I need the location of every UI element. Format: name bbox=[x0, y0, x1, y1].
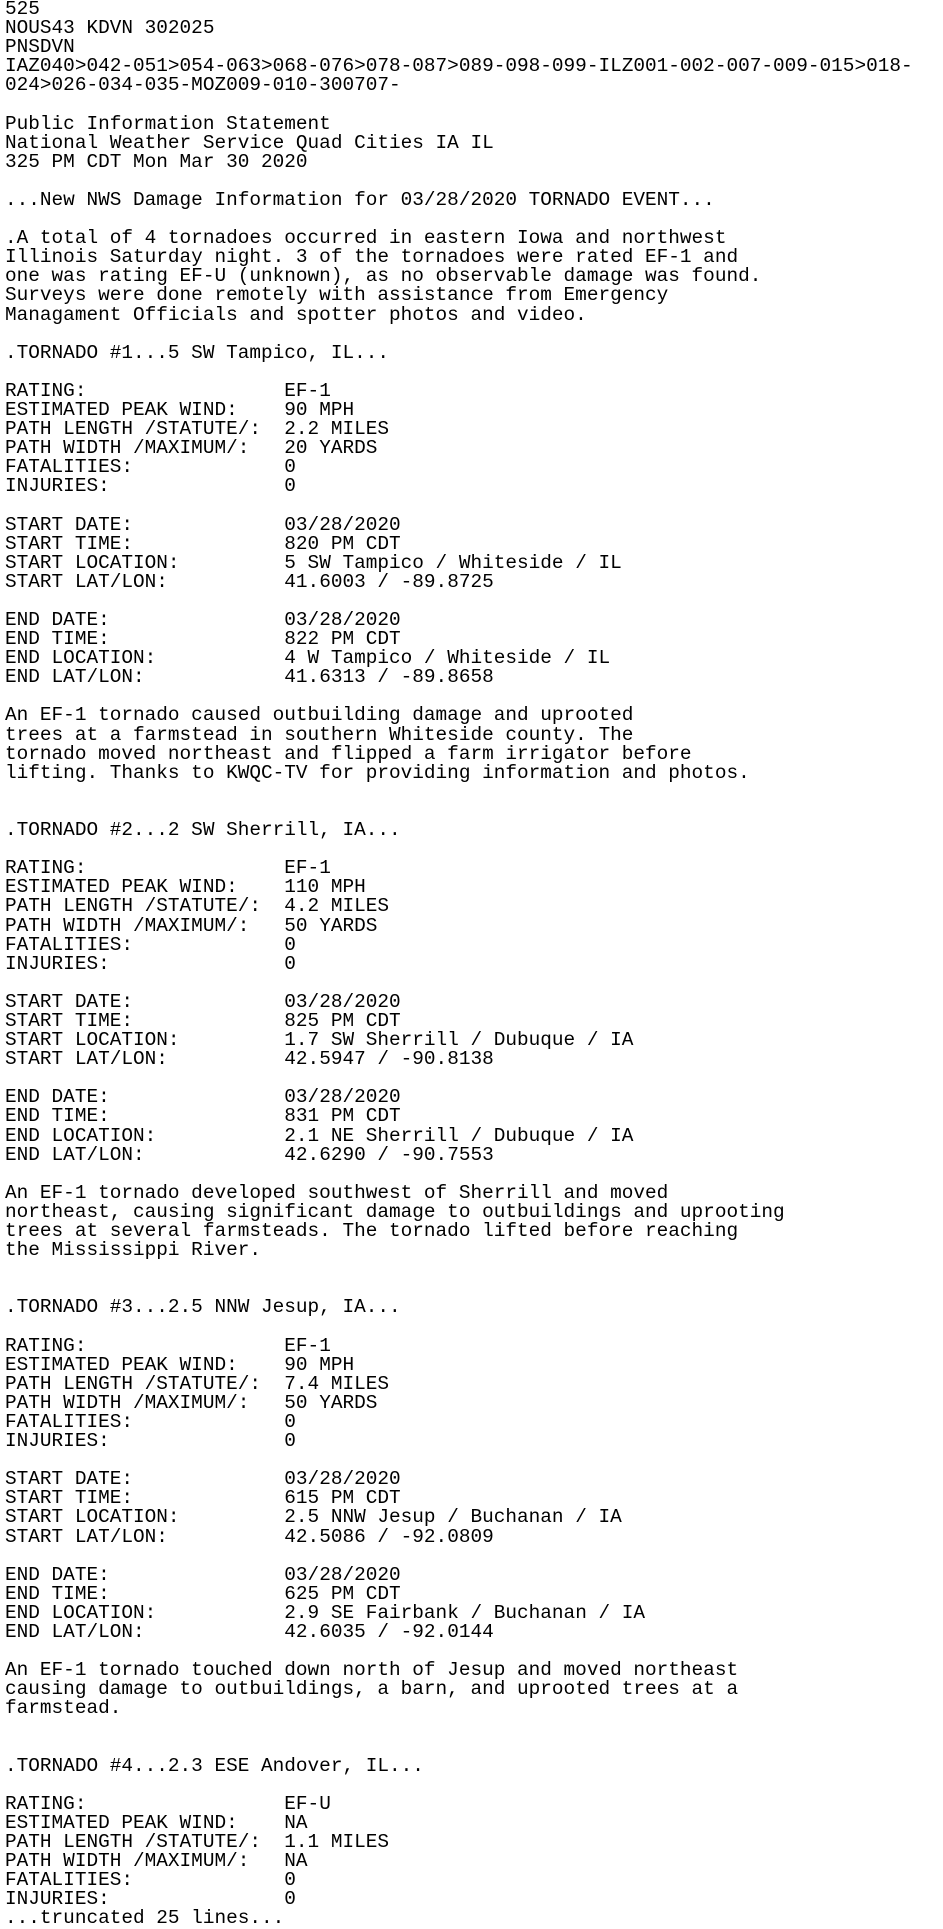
field-label: START TIME: bbox=[5, 1009, 285, 1032]
field-label: RATING: bbox=[5, 1792, 285, 1815]
field-row bbox=[5, 1050, 943, 1069]
field-label: PATH WIDTH /MAXIMUM/: bbox=[5, 914, 285, 937]
field-value: 41.6313 / -89.8658 bbox=[284, 666, 494, 689]
field-row bbox=[5, 1432, 943, 1451]
field-value: 0 bbox=[284, 1869, 296, 1892]
field-label: START DATE: bbox=[5, 990, 285, 1013]
field-value: 0 bbox=[284, 1410, 296, 1433]
field-label: RATING: bbox=[5, 1334, 285, 1357]
blank-line bbox=[5, 1165, 943, 1184]
field-label: START LOCATION: bbox=[5, 551, 285, 574]
field-value: 1.7 SW Sherrill / Dubuque / IA bbox=[284, 1029, 634, 1052]
field-value: NA bbox=[284, 1811, 308, 1834]
field-label: PATH LENGTH /STATUTE/: bbox=[5, 418, 285, 441]
summary-line: Illinois Saturday night. 3 of the tornadoes were rated EF-1 and bbox=[5, 246, 739, 269]
field-value: 2.1 NE Sherrill / Dubuque / IA bbox=[284, 1124, 634, 1147]
tornado-heading: .TORNADO #4...2.3 ESE Andover, IL... bbox=[5, 1754, 424, 1777]
narrative-line: tornado moved northeast and flipped a farm irrigator before bbox=[5, 742, 692, 765]
narrative-line: An EF-1 tornado touched down north of Jesup and moved northeast bbox=[5, 1659, 739, 1682]
field-value: 0 bbox=[284, 456, 296, 479]
narrative-line: trees at several farmsteads. The tornado lifted before reaching bbox=[5, 1220, 739, 1242]
field-value: 0 bbox=[284, 1888, 296, 1911]
tornado-heading: .TORNADO #1...5 SW Tampico, IL... bbox=[5, 341, 389, 364]
narrative-line: causing damage to outbuildings, a barn, and uprooted trees at a bbox=[5, 1678, 739, 1701]
field-value: 50 YARDS bbox=[284, 914, 378, 937]
field-label: PATH LENGTH /STATUTE/: bbox=[5, 1372, 285, 1395]
summary-line: one was rating EF-U (unknown), as no observable damage was found. bbox=[5, 265, 762, 288]
field-value: 2.9 SE Fairbank / Buchanan / IA bbox=[284, 1601, 646, 1624]
field-label: START LOCATION: bbox=[5, 1506, 285, 1529]
field-value: 50 YARDS bbox=[284, 1391, 378, 1414]
field-label: PATH WIDTH /MAXIMUM/: bbox=[5, 437, 285, 460]
issuing-office: National Weather Service Quad Cities IA IL bbox=[5, 131, 494, 154]
header-line: 525 bbox=[5, 0, 40, 20]
field-label: END LOCATION: bbox=[5, 647, 285, 670]
field-label: PATH LENGTH /STATUTE/: bbox=[5, 895, 285, 918]
field-value: 03/28/2020 bbox=[284, 609, 401, 631]
field-value: 0 bbox=[284, 933, 296, 956]
blank-line bbox=[5, 783, 943, 802]
field-label: END LAT/LON: bbox=[5, 666, 285, 689]
field-value: 20 YARDS bbox=[284, 437, 378, 460]
tornado-heading: .TORNADO #2...2 SW Sherrill, IA... bbox=[5, 819, 401, 842]
field-value: 110 MPH bbox=[284, 876, 366, 899]
field-label: ESTIMATED PEAK WIND: bbox=[5, 398, 285, 421]
field-value: 1.1 MILES bbox=[284, 1831, 390, 1853]
field-row bbox=[5, 1525, 943, 1548]
field-label: END LAT/LON: bbox=[5, 1620, 285, 1643]
field-value: 03/28/2020 bbox=[284, 1563, 401, 1586]
field-value: 5 SW Tampico / Whiteside / IL bbox=[284, 551, 622, 574]
field-row bbox=[5, 570, 943, 593]
field-label: START LAT/LON: bbox=[5, 1048, 285, 1071]
field-label: PATH WIDTH /MAXIMUM/: bbox=[5, 1391, 285, 1414]
field-value: 615 PM CDT bbox=[284, 1487, 401, 1510]
field-label: END LOCATION: bbox=[5, 1124, 285, 1147]
field-value: 90 MPH bbox=[284, 398, 355, 421]
field-value: 03/28/2020 bbox=[284, 1468, 401, 1491]
field-value: 42.6035 / -92.0144 bbox=[284, 1620, 494, 1643]
field-label: PATH WIDTH /MAXIMUM/: bbox=[5, 1850, 285, 1873]
field-value: 0 bbox=[284, 1430, 296, 1453]
blank-line bbox=[5, 1718, 943, 1737]
field-row bbox=[5, 1143, 943, 1166]
header-line: PNSDVN bbox=[5, 36, 75, 59]
issue-time: 325 PM CDT Mon Mar 30 2020 bbox=[5, 150, 308, 173]
field-label: INJURIES: bbox=[5, 1888, 285, 1911]
field-label: FATALITIES: bbox=[5, 1869, 285, 1892]
header-line: NOUS43 KDVN 302025 bbox=[5, 17, 215, 40]
field-label: FATALITIES: bbox=[5, 1410, 285, 1433]
blank-line bbox=[5, 325, 943, 344]
field-label: ESTIMATED PEAK WIND: bbox=[5, 1811, 285, 1834]
field-label: START TIME: bbox=[5, 1487, 285, 1510]
tornado-heading: .TORNADO #3...2.5 NNW Jesup, IA... bbox=[5, 1296, 401, 1319]
field-row bbox=[5, 1620, 943, 1643]
field-label: FATALITIES: bbox=[5, 456, 285, 479]
narrative-line: farmstead. bbox=[5, 1697, 122, 1720]
field-value: 2.2 MILES bbox=[284, 418, 390, 441]
field-label: END DATE: bbox=[5, 609, 285, 631]
field-value: 03/28/2020 bbox=[284, 990, 401, 1013]
field-label: END TIME: bbox=[5, 1582, 285, 1605]
field-label: START LAT/LON: bbox=[5, 570, 285, 593]
field-label: START DATE: bbox=[5, 513, 285, 536]
field-value: 825 PM CDT bbox=[284, 1009, 401, 1032]
field-label: FATALITIES: bbox=[5, 933, 285, 956]
field-value: EF-1 bbox=[284, 857, 331, 880]
narrative-line: the Mississippi River. bbox=[5, 1239, 261, 1262]
field-label: PATH LENGTH /STATUTE/: bbox=[5, 1831, 285, 1853]
narrative-line: lifting. Thanks to KWQC-TV for providing information and photos. bbox=[5, 761, 750, 784]
field-value: NA bbox=[284, 1850, 308, 1873]
field-label: START LAT/LON: bbox=[5, 1525, 285, 1548]
field-row bbox=[5, 952, 943, 975]
narrative-line: An EF-1 tornado caused outbuilding damage and uprooted bbox=[5, 704, 634, 727]
field-label: END TIME: bbox=[5, 1105, 285, 1128]
field-label: RATING: bbox=[5, 379, 285, 402]
field-value: 42.6290 / -90.7553 bbox=[284, 1143, 494, 1166]
field-label: INJURIES: bbox=[5, 952, 285, 975]
field-value: 625 PM CDT bbox=[284, 1582, 401, 1605]
field-value: 0 bbox=[284, 475, 296, 498]
field-label: END LOCATION: bbox=[5, 1601, 285, 1624]
field-value: EF-U bbox=[284, 1792, 331, 1815]
headline: ...New NWS Damage Information for 03/28/2020 TORNADO EVENT... bbox=[5, 188, 715, 211]
field-value: 41.6003 / -89.8725 bbox=[284, 570, 494, 593]
statement-title: Public Information Statement bbox=[5, 112, 331, 135]
field-value: 0 bbox=[284, 952, 296, 975]
summary-line: Surveys were done remotely with assistance from Emergency bbox=[5, 284, 669, 307]
truncated-notice: ...truncated 25 lines... bbox=[5, 1907, 285, 1929]
field-value: 822 PM CDT bbox=[284, 628, 401, 651]
field-label: START LOCATION: bbox=[5, 1029, 285, 1052]
field-label: START TIME: bbox=[5, 532, 285, 555]
field-value: EF-1 bbox=[284, 1334, 331, 1357]
blank-line bbox=[5, 1260, 943, 1279]
field-value: 4.2 MILES bbox=[284, 895, 390, 918]
field-value: 820 PM CDT bbox=[284, 532, 401, 555]
field-value: 42.5947 / -90.8138 bbox=[284, 1048, 494, 1071]
field-label: INJURIES: bbox=[5, 475, 285, 498]
narrative-line: northeast, causing significant damage to outbuildings and uprooting bbox=[5, 1200, 785, 1223]
field-value: 90 MPH bbox=[284, 1353, 355, 1376]
field-value: 2.5 NNW Jesup / Buchanan / IA bbox=[284, 1506, 622, 1529]
header-line: 024>026-034-035-MOZ009-010-300707- bbox=[5, 74, 401, 97]
field-value: 03/28/2020 bbox=[284, 1086, 401, 1109]
field-label: END DATE: bbox=[5, 1563, 285, 1586]
field-label: START DATE: bbox=[5, 1468, 285, 1491]
field-value: EF-1 bbox=[284, 379, 331, 402]
field-value: 4 W Tampico / Whiteside / IL bbox=[284, 647, 611, 670]
blank-line bbox=[5, 95, 943, 114]
field-label: ESTIMATED PEAK WIND: bbox=[5, 876, 285, 899]
narrative-line: trees at a farmstead in southern Whiteside county. The bbox=[5, 723, 634, 746]
field-value: 831 PM CDT bbox=[284, 1105, 401, 1128]
field-row bbox=[5, 477, 943, 496]
field-label: INJURIES: bbox=[5, 1430, 285, 1453]
field-label: END TIME: bbox=[5, 628, 285, 651]
field-value: 42.5086 / -92.0809 bbox=[284, 1525, 494, 1548]
summary-line: Managament Officials and spotter photos and video. bbox=[5, 303, 587, 326]
field-label: END DATE: bbox=[5, 1086, 285, 1109]
blank-line bbox=[5, 1738, 943, 1757]
header-line: IAZ040>042-051>054-063>068-076>078-087>089-098-099-ILZ001-002-007-009-015>018- bbox=[5, 55, 913, 78]
field-value: 03/28/2020 bbox=[284, 513, 401, 536]
field-label: ESTIMATED PEAK WIND: bbox=[5, 1353, 285, 1376]
summary-line: .A total of 4 tornadoes occurred in eastern Iowa and northwest bbox=[5, 227, 727, 250]
field-label: RATING: bbox=[5, 857, 285, 880]
narrative-line: An EF-1 tornado developed southwest of Sherrill and moved bbox=[5, 1181, 669, 1204]
field-value: 7.4 MILES bbox=[284, 1372, 390, 1395]
field-row bbox=[5, 668, 943, 687]
field-label: END LAT/LON: bbox=[5, 1143, 285, 1166]
